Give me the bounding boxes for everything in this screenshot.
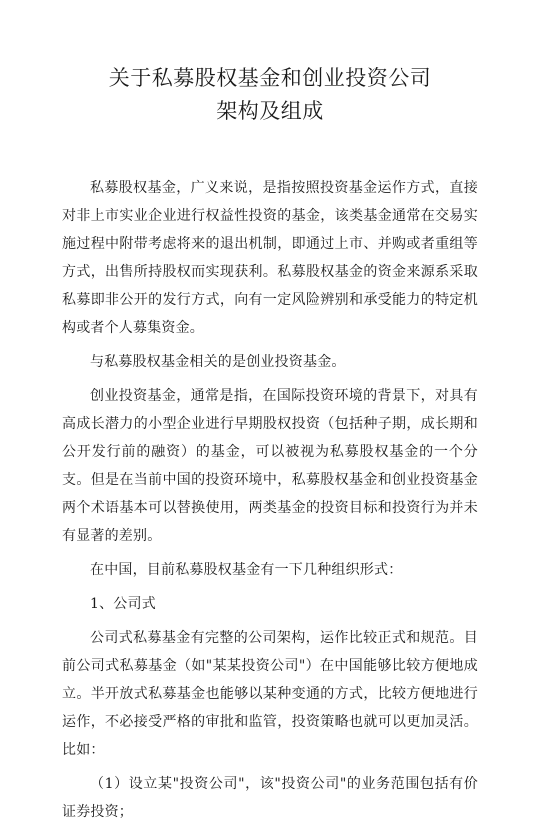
paragraph-related: 与私募股权基金相关的是创业投资基金。 <box>90 354 346 370</box>
document-title-line-2: 架构及组成 <box>216 99 324 123</box>
paragraph-corporate: 公司式私募基金有完整的公司架构，运作比较正式和规范。目前公司式私募基金（如"某某投资公司"）在中国能够比较方便地成立。半开放式私募基金也能够以某种变通的方式，比较方便地进行运作，不必接受严格的审批和监管，投资策略也就可以更加灵活。比如： <box>62 630 478 758</box>
paragraph-definition: 私募股权基金，广义来说，是指按照投资基金运作方式，直接对非上市实业企业进行权益性投资的基金，该类基金通常在交易实施过程中附带考虑将来的退出机制，即通过上市、并购或者重组等方式，出售所持股权而实现获利。私募股权基金的资金来源系采取私募即非公开的发行方式，向有一定风险辨别和承受能力的特定机构或者个人募集资金。 <box>62 180 478 336</box>
paragraph-venture-capital: 创业投资基金，通常是指，在国际投资环境的背景下，对具有高成长潜力的小型企业进行早期股权投资（包括种子期，成长期和公开发行前的融资）的基金，可以被视为私募股权基金的一个分支。但是在当前中国的投资环境中，私募股权基金和创业投资基金两个术语基本可以替换使用，两类基金的投资目标和投资行为并未有显著的差别。 <box>62 388 478 544</box>
paragraph-forms-intro: 在中国，目前私募股权基金有一下几种组织形式： <box>90 562 403 578</box>
title-block <box>62 62 478 128</box>
section-heading-corporate: 1、公司式 <box>90 596 156 612</box>
document-title-line-1: 关于私募股权基金和创业投资公司 <box>108 66 432 90</box>
list-item-1: （1）设立某"投资公司"，该"投资公司"的业务范围包括有价证券投资； <box>62 776 478 820</box>
